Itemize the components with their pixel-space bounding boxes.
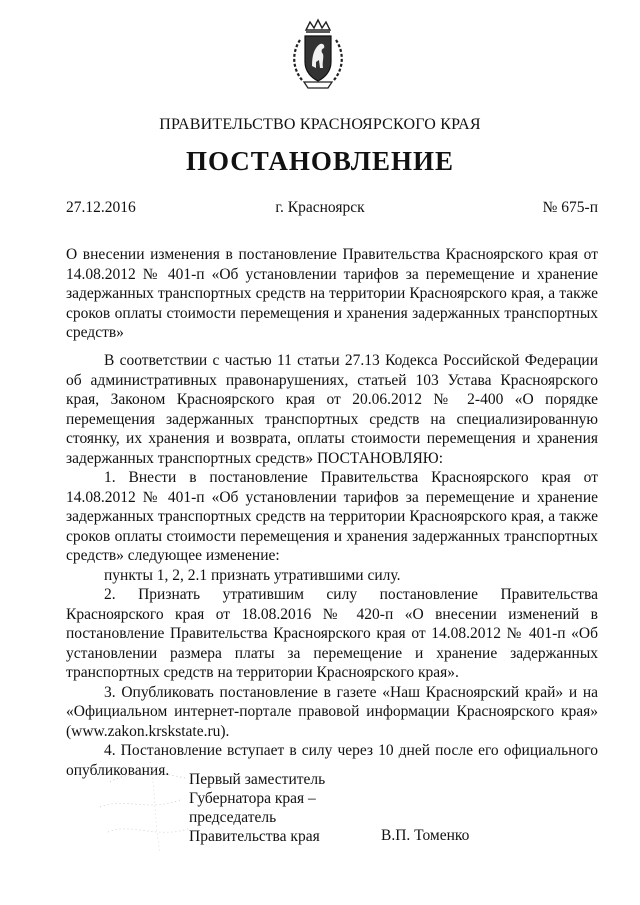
document-subject: О внесении изменения в постановление Правительства Красноярского края от 14.08.2012 № 401-п «Об установлении тарифов за перемещение и хранение задержанных транспортных средств на территории Красноярского края, а также сроков оплаты стоимости перемещения и хранения задержанных транспортных средств» (66, 246, 598, 341)
clause-1-items: пункты 1, 2, 2.1 признать утратившими силу. (104, 566, 401, 584)
organization-name: ПРАВИТЕЛЬСТВО КРАСНОЯРСКОГО КРАЯ (159, 116, 481, 133)
signature-mark (90, 752, 200, 862)
signatory-position-line: Правительства края (189, 828, 320, 845)
coat-of-arms-icon (290, 18, 346, 90)
signatory-position (189, 770, 325, 846)
signatory-name: В.П. Томенко (381, 827, 470, 844)
document-body (66, 351, 598, 780)
document-title: ПОСТАНОВЛЕНИЕ (185, 146, 455, 176)
signatory-position-line: Губернатора края – (189, 790, 316, 807)
clause-4-paragraph: 4. Постановление вступает в силу через 10 дней после его официального опубликования. (66, 742, 598, 779)
signatory-position-line: председатель (189, 809, 277, 826)
document-number: № 675-п (542, 199, 598, 216)
signatory-position-line: Первый заместитель (189, 771, 326, 788)
clause-2-paragraph: 2. Признать утратившим силу постановление Правительства Красноярского края от 18.08.2016 № 420-п «О внесении изменений в постановление Правительства Красноярского края от 14.08.2012 № 401-п «Об установлении размера платы за перемещение и хранение задержанных транспортных средств на территории Красноярского края». (66, 586, 598, 681)
preamble-paragraph: В соответствии с частью 11 статьи 27.13 Кодекса Российской Федерации об административных правонарушениях, статьей 103 Устава Красноярского края, Законом Красноярского края от 20.06.2012 № 2-400 «О порядке перемещения задержанных транспортных средств на специализированную стоянку, их хранения и возврата, оплаты стоимости перемещения и хранения задержанных транспортных средств» ПОСТАНОВЛЯЮ: (66, 352, 598, 467)
document-city: г. Красноярск (275, 199, 365, 216)
clause-1-paragraph: 1. Внести в постановление Правительства Красноярского края от 14.08.2012 № 401-п «Об установлении тарифов за перемещение и хранение задержанных транспортных средств на территории Красноярского края, а также сроков оплаты стоимости перемещения и хранения задержанных транспортных средств» следующее изменение: (66, 469, 598, 564)
document-date: 27.12.2016 (66, 199, 136, 216)
clause-3-paragraph: 3. Опубликовать постановление в газете «Наш Красноярский край» и на «Официальном интернет-портале правовой информации Красноярского края» (www.zakon.krskstate.ru). (66, 683, 598, 740)
